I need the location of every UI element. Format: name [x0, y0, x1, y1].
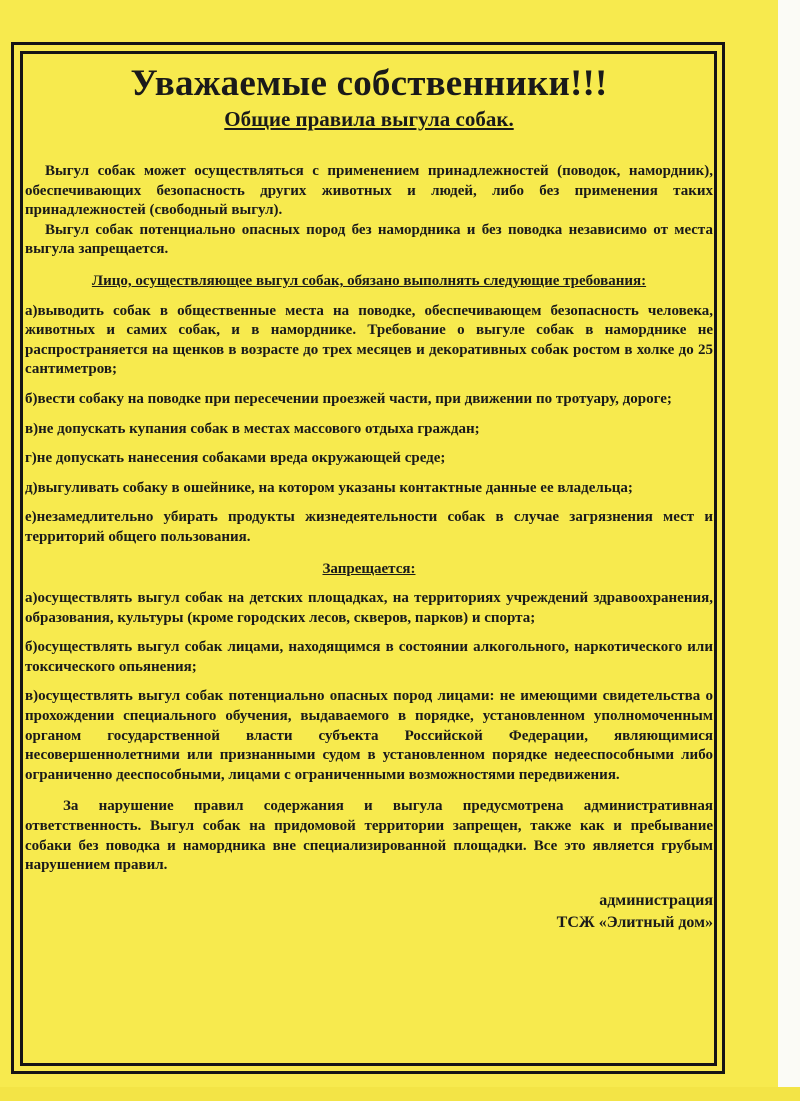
- requirements-heading: Лицо, осуществляющее выгул собак, обязано выполнять следующие требования:: [91, 272, 647, 289]
- notice-title: Уважаемые собственники!!!: [130, 63, 608, 104]
- requirement-item: е)незамедлительно убирать продукты жизнедеятельности собак в случае загрязнения мест и территорий общего пользования.: [25, 509, 713, 545]
- closing-paragraph: За нарушение правил содержания и выгула предусмотрена административная ответственность. Выгул собак на придомовой территории запрещен, также как и пребывание собаки без поводка и намордника вне специализированной площадки. Все это является грубым нарушением правил.: [25, 798, 713, 874]
- prohibited-heading: Запрещается:: [322, 560, 416, 577]
- scan-bottom-edge: [0, 1087, 800, 1101]
- requirement-item: г)не допускать нанесения собаками вреда окружающей среде;: [25, 450, 446, 467]
- intro-paragraph-2: Выгул собак потенциально опасных пород без намордника и без поводка независимо от места выгула запрещается.: [25, 221, 713, 258]
- signature-line-2: ТСЖ «Элитный дом»: [556, 913, 713, 931]
- notice-subtitle: Общие правила выгула собак.: [224, 107, 514, 131]
- intro-paragraph-1: Выгул собак может осуществляться с применением принадлежностей (поводок, намордник), обеспечивающих безопасность других животных и людей, либо без применения таких принадлежностей (свободный выгул).: [25, 163, 713, 219]
- requirement-item: а)выводить собак в общественные места на поводке, обеспечивающем безопасность человека, животных и самих собак, и в наморднике. Требование о выгуле собак в наморднике не распространяется на щенков в возрасте до трех месяцев и декоративных собак ростом в холке до 25 сантиметров;: [25, 302, 713, 378]
- requirement-item: в)не допускать купания собак в местах массового отдыха граждан;: [25, 420, 480, 437]
- signature: [25, 890, 713, 934]
- prohibited-item: б)осуществлять выгул собак лицами, находящимся в состоянии алкогольного, наркотического или токсического опьянения;: [25, 639, 713, 675]
- prohibited-item: а)осуществлять выгул собак на детских площадках, на территориях учреждений здравоохранения, образования, культуры (кроме городских лесов, скверов, парков) и спорта;: [25, 590, 713, 626]
- notice-body: [25, 56, 713, 934]
- requirement-item: д)выгуливать собаку в ошейнике, на котором указаны контактные данные ее владельца;: [25, 479, 633, 496]
- scan-margin: [778, 0, 800, 1101]
- requirement-item: б)вести собаку на поводке при пересечении проезжей части, при движении по тротуару, дороге;: [25, 390, 672, 407]
- prohibited-item: в)осуществлять выгул собак потенциально опасных пород лицами: не имеющими свидетельства о прохождении специального обучения, выдаваемого в порядке, установленном уполномоченным органом государственной власти субъекта Российской Федерации, являющимися несовершеннолетними или признанными судом в установленном порядке недееспособными либо ограниченно дееспособными, лицами с ограниченными возможностями передвижения.: [25, 688, 713, 783]
- signature-line-1: администрация: [599, 891, 713, 909]
